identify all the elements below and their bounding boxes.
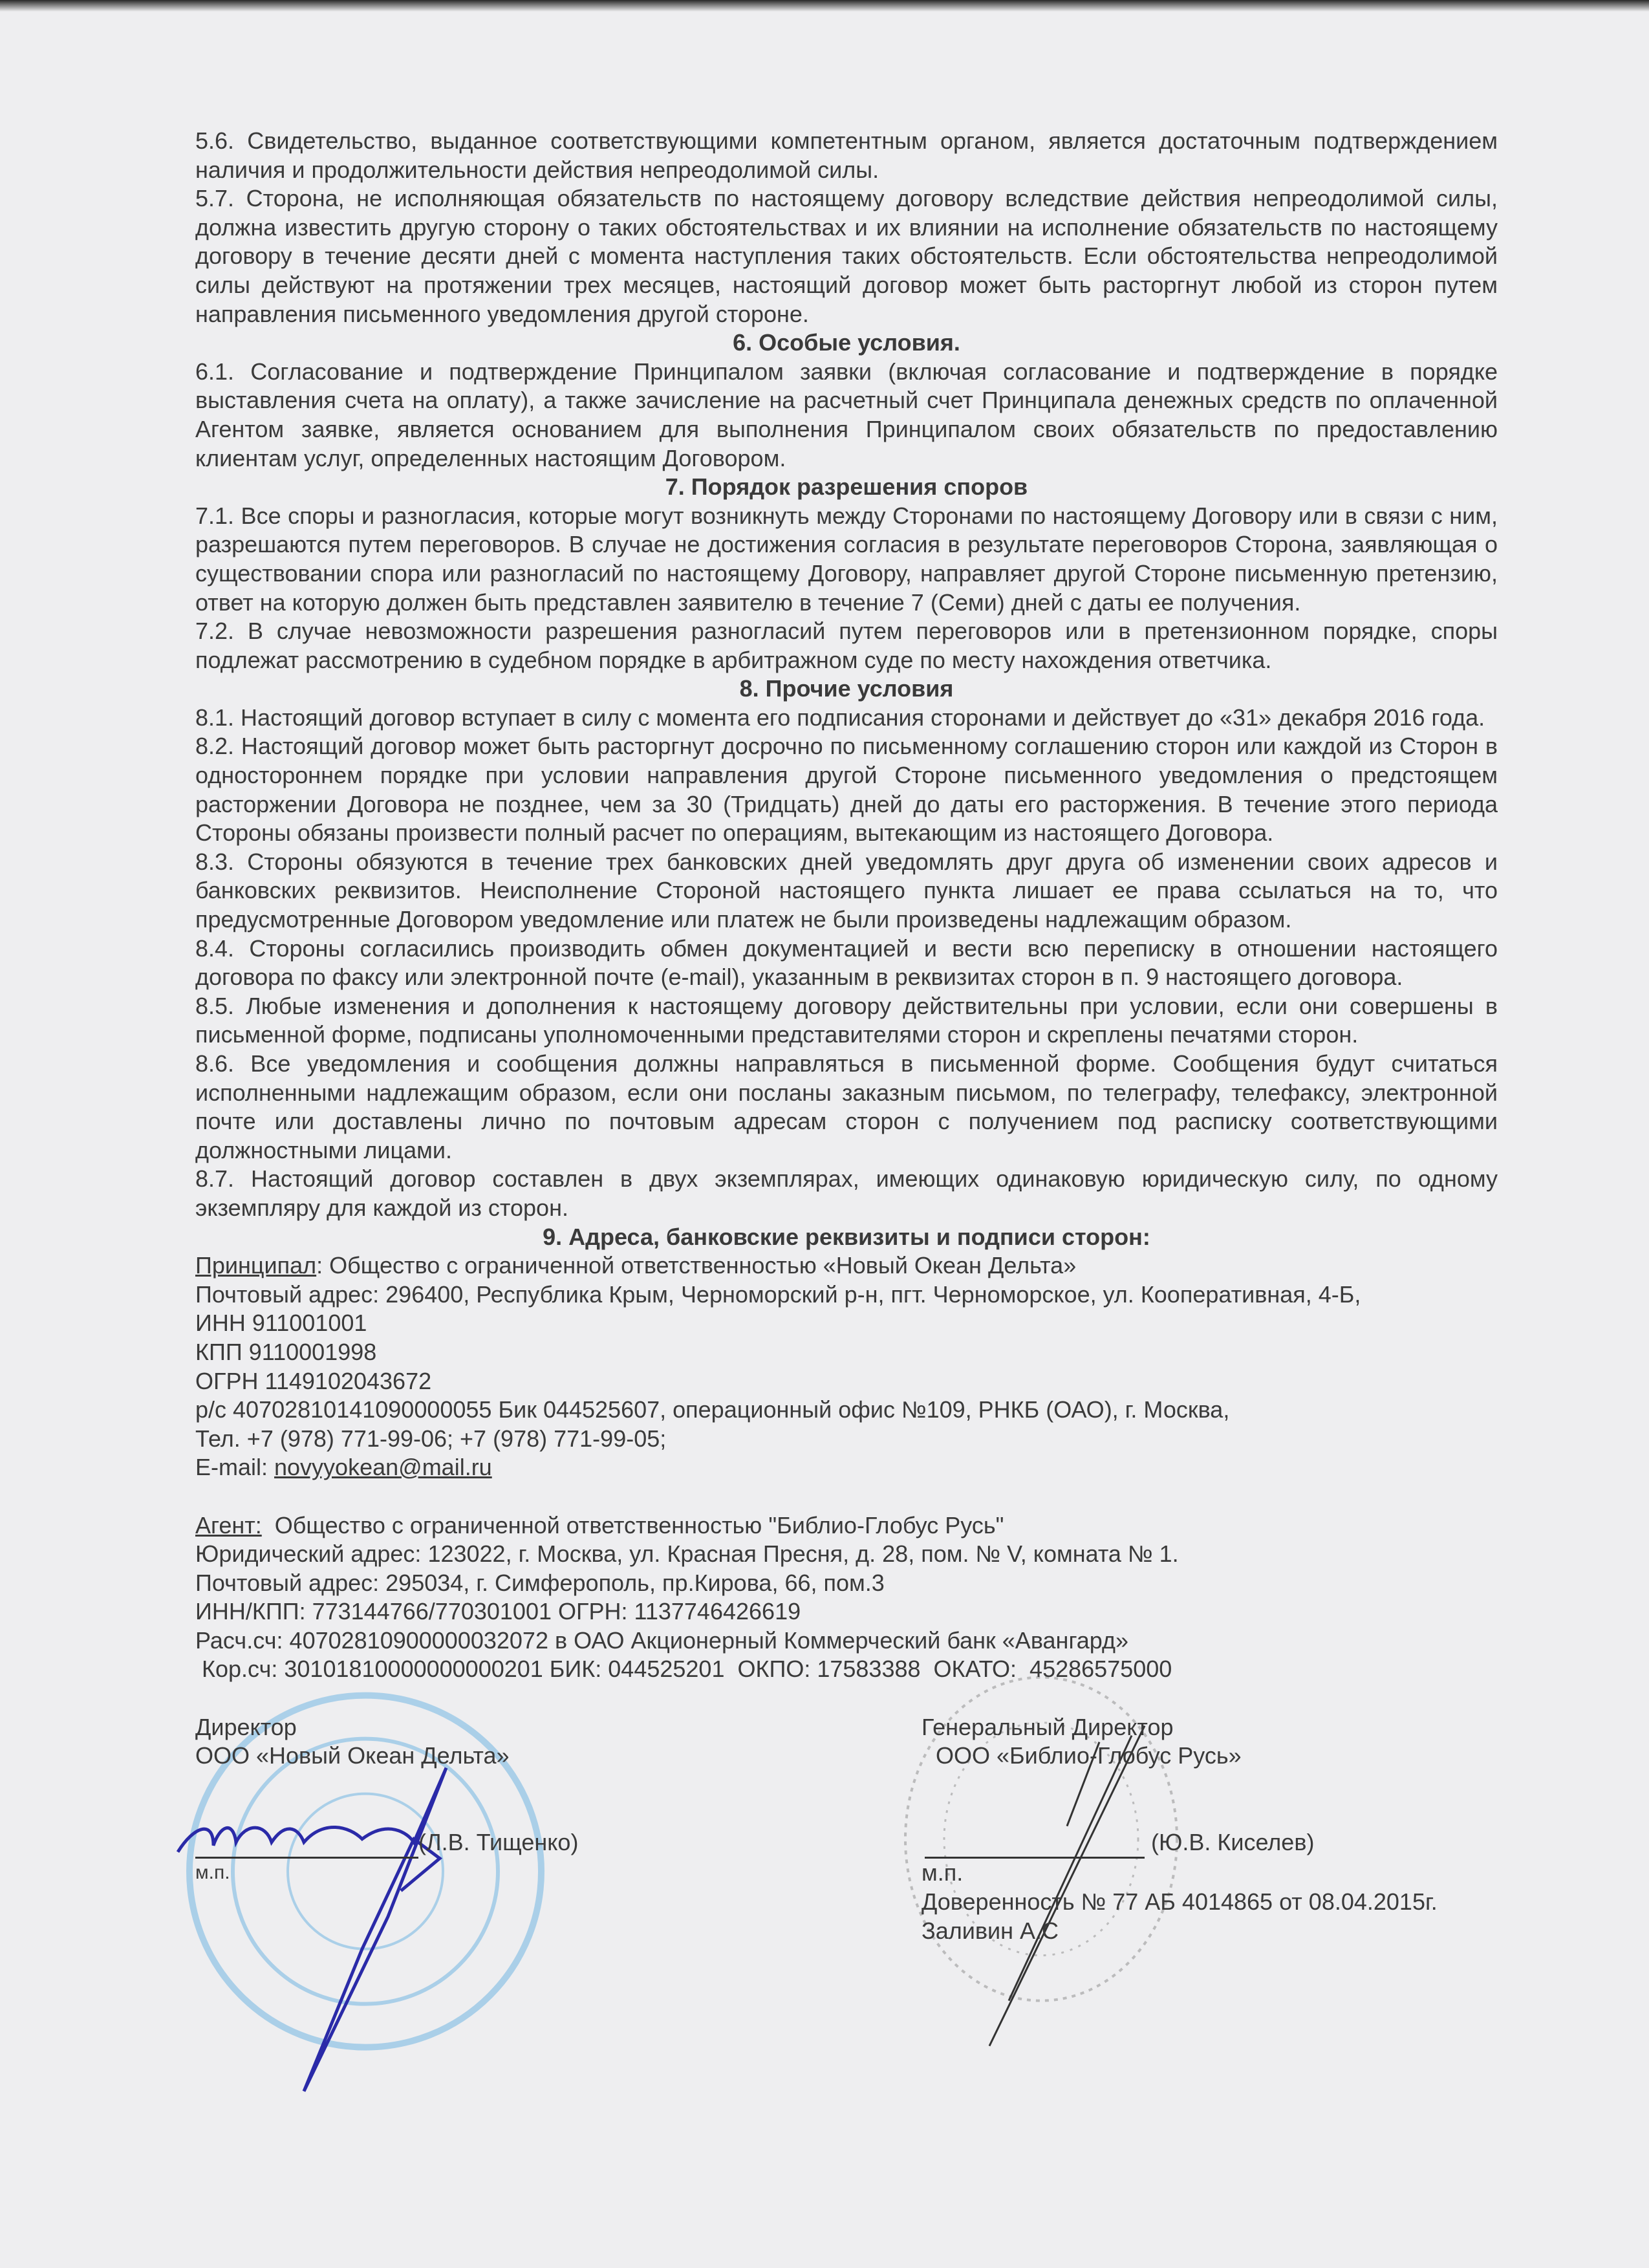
- clause-paragraph: 8.3. Стороны обязуются в течение трех банковских дней уведомлять друг друга об изменении своих адресов и банковских реквизитов. Неисполнение Стороной настоящего пункта лишает ее права ссылаться на то, что предусмотренные Договором уведомление или платеж не были произведены надлежащим образом.: [195, 848, 1498, 933]
- stamp-place: м.п.: [195, 1862, 230, 1884]
- clause-paragraph: 5.7. Сторона, не исполняющая обязательств по настоящему договору вследствие действия непреодолимой силы, должна известить другую сторону о таких обстоятельствах и их влиянии на исполнение обязательств по настоящему договору в течение десяти дней с момента наступления таких обстоятельств. Если обстоятельства непреодолимой силы действуют на протяжении трех месяцев, настоящий договор может быть расторгнут любой из сторон путем направления письменного уведомления другой стороне.: [195, 185, 1498, 327]
- section-heading: 7. Порядок разрешения споров: [665, 473, 1028, 501]
- stamp-place: м.п.: [921, 1859, 964, 1886]
- clause-paragraph: 8.2. Настоящий договор может быть расторгнут досрочно по письменному соглашению сторон или каждой из Сторон в одностороннем порядке при условии направления другой Стороне письменного уведомления о предстоящем расторжении Договора не позднее, чем за 30 (Тридцать) дней до даты его расторжения. В течение этого периода Стороны обязаны произвести полный расчет по операциям, вытекающим из настоящего Договора.: [195, 733, 1498, 847]
- proxy-line: Доверенность № 77 АБ 4014865 от 08.04.2015г.: [921, 1888, 1438, 1916]
- clause-paragraph: 8.6. Все уведомления и сообщения должны направляться в письменной форме. Сообщения будут считаться исполненными надлежащим образом, если они посланы заказным письмом, по телеграфу, телефаксу, электронной почте или доставлены лично по почтовым адресам сторон с получением под расписку соответствующими должностными лицами.: [195, 1050, 1498, 1163]
- agent-line: Кор.сч: 30101810000000000201 БИК: 044525201 ОКПО: 17583388 ОКАТО: 45286575000: [195, 1656, 1172, 1683]
- principal-line: ИНН 911001001: [195, 1310, 367, 1337]
- principal-line: ОГРН 1149102043672: [195, 1367, 432, 1394]
- principal-label: Принципал: [195, 1252, 317, 1279]
- clause-paragraph: 5.6. Свидетельство, выданное соответствующими компетентным органом, является достаточным подтверждением наличия и продолжительности действия непреодолимой силы.: [195, 127, 1498, 183]
- clause-paragraph: 6.1. Согласование и подтверждение Принципалом заявки (включая согласование и подтверждение в порядке выставления счета на оплату), а также зачисление на расчетный счет Принципала денежных средств по оплаченной Агентом заявке, является основанием для выполнения Принципалом своих обязательств по предоставлению клиентам услуг, определенных настоящим Договором.: [195, 358, 1498, 471]
- agent-label: Агент:: [195, 1511, 262, 1539]
- agent-name: Общество с ограниченной ответственностью "Библио-Глобус Русь": [261, 1511, 1004, 1539]
- principal-requisites: [195, 1251, 1498, 1511]
- clause-paragraph: 7.1. Все споры и разногласия, которые могут возникнуть между Сторонами по настоящему Договору или в связи с ним, разрешаются путем переговоров. В случае не достижения согласия в результате переговоров Сторона, заявляющая о существовании спора или разногласий по настоящему Договору, направляет другой Стороне письменную претензию, ответ на которую должен быть представлен заявителю в течение 7 (Семи) дней с даты ее получения.: [195, 502, 1498, 616]
- clause-paragraph: 8.4. Стороны согласились производить обмен документацией и вести всю переписку в отношении настоящего договора по факсу или электронной почте (e-mail), указанным в реквизитах сторон в п. 9 настоящего договора.: [195, 934, 1498, 991]
- section-heading: 9. Адреса, банковские реквизиты и подписи сторон:: [543, 1223, 1150, 1250]
- principal-line: р/с 40702810141090000055 Бик 044525607, операционный офис №109, РНКБ (ОАО), г. Москва,: [195, 1396, 1230, 1423]
- agent-requisites: [195, 1511, 1498, 1685]
- signer-name: (Л.В. Тищенко): [418, 1828, 579, 1855]
- signer-org: ООО «Новый Океан Дельта»: [195, 1742, 510, 1769]
- email-link[interactable]: novyyokean@mail.ru: [274, 1454, 492, 1481]
- contract-sections: [195, 127, 1498, 1251]
- signature-line: [925, 1828, 1145, 1859]
- principal-line: КПП 9110001998: [195, 1338, 377, 1365]
- agent-line: Расч.сч: 40702810900000032072 в ОАО Акционерный Коммерческий банк «Авангард»: [195, 1626, 1129, 1654]
- signer-org: ООО «Библио-Глобус Русь»: [936, 1742, 1242, 1769]
- signature-row: [195, 1713, 1498, 1946]
- section-heading: 6. Особые условия.: [733, 329, 960, 356]
- principal-name: : Общество с ограниченной ответственностью «Новый Океан Дельта»: [316, 1252, 1077, 1279]
- principal-line: Почтовый адрес: 296400, Республика Крым, Черноморский р-н, пгт. Черноморское, ул. Кооперативная, 4-Б,: [195, 1280, 1361, 1308]
- signer-name: (Ю.В. Киселев): [1151, 1828, 1315, 1855]
- signature-block-principal: [195, 1713, 921, 1946]
- agent-line: Почтовый адрес: 295034, г. Симферополь, пр.Кирова, 66, пом.3: [195, 1569, 885, 1596]
- signer-title: Директор: [195, 1713, 297, 1740]
- signature-block-agent: [921, 1713, 1498, 1946]
- clause-paragraph: 8.7. Настоящий договор составлен в двух экземплярах, имеющих одинаковую юридическую силу, по одному экземпляру для каждой из сторон.: [195, 1165, 1498, 1221]
- section-heading: 8. Прочие условия: [739, 675, 954, 702]
- email-label: E-mail:: [195, 1454, 275, 1481]
- proxy-name: Заливин А.С: [921, 1917, 1059, 1944]
- clause-paragraph: 7.2. В случае невозможности разрешения разногласий путем переговоров или в претензионном порядке, споры подлежат рассмотрению в судебном порядке в арбитражном суде по месту нахождения ответчика.: [195, 618, 1498, 673]
- principal-line: Тел. +7 (978) 771-99-06; +7 (978) 771-99-05;: [195, 1425, 667, 1452]
- clause-paragraph: 8.1. Настоящий договор вступает в силу с момента его подписания сторонами и действует до «31» декабря 2016 года.: [195, 704, 1485, 731]
- signer-title: Генеральный Директор: [921, 1713, 1174, 1740]
- signature-line: [195, 1828, 418, 1859]
- clause-paragraph: 8.5. Любые изменения и дополнения к настоящему договору действительны при условии, если они совершены в письменной форме, подписаны уполномоченными представителями сторон и скреплены печатями сторон.: [195, 992, 1498, 1048]
- agent-line: Юридический адрес: 123022, г. Москва, ул. Красная Пресня, д. 28, пом. № V, комната № 1.: [195, 1540, 1179, 1568]
- agent-line: ИНН/КПП: 773144766/770301001 ОГРН: 1137746426619: [195, 1598, 801, 1625]
